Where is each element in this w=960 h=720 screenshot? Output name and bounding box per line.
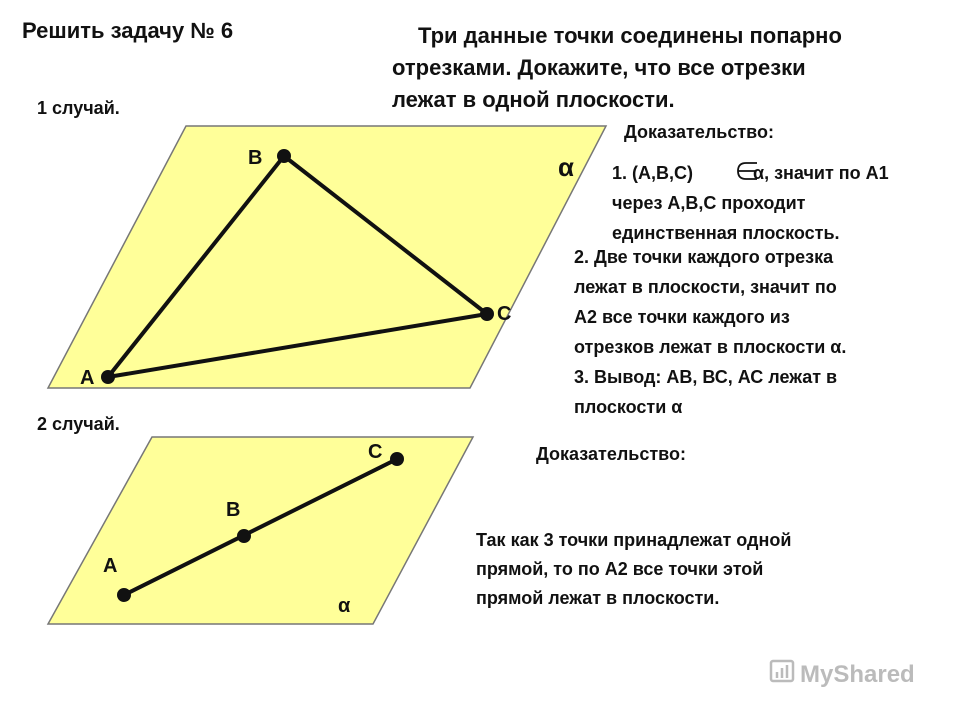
step1-line-3: единственная плоскость. — [612, 223, 840, 243]
step2-line-2: лежат в плоскости, значит по — [574, 277, 837, 297]
watermark-logo-icon — [771, 661, 793, 681]
problem-line-3: лежат в одной плоскости. — [392, 87, 675, 112]
problem-line-2: отрезками. Докажите, что все отрезки — [392, 55, 806, 80]
label-c-case1: C — [497, 303, 512, 325]
plane-alpha-case2 — [48, 437, 473, 624]
step1-line1-before: 1. (А,В,С) — [612, 163, 693, 183]
point-a-case1 — [101, 370, 115, 384]
case2-proof-line-3: прямой лежат в плоскости. — [476, 588, 720, 608]
label-c-case2: C — [368, 441, 383, 463]
step3-line-1: 3. Вывод: АВ, ВС, АС лежат в — [574, 367, 838, 387]
case2-title: 2 случай. — [37, 414, 120, 434]
point-b-case2 — [237, 529, 251, 543]
case1-step1 — [612, 158, 889, 248]
point-c-case1 — [480, 307, 494, 321]
step1-line-2: через А,В,С проходит — [612, 193, 806, 213]
label-b-case1: B — [248, 147, 263, 169]
problem-line-1: Три данные точки соединены попарно — [418, 23, 842, 48]
step3-line-2: плоскости α — [574, 397, 683, 417]
step2-line-3: А2 все точки каждого из — [574, 307, 790, 327]
label-a-case2: A — [103, 555, 118, 577]
case2-proof-title: Доказательство: — [536, 444, 686, 464]
task-title: Решить задачу № 6 — [22, 18, 234, 43]
watermark-text: MyShared — [800, 661, 915, 688]
plane-label-alpha-case2: α — [338, 595, 351, 617]
point-c-case2 — [390, 452, 404, 466]
case2-proof — [476, 526, 791, 613]
case1-proof-title: Доказательство: — [624, 122, 774, 142]
step2-line-1: 2. Две точки каждого отрезка — [574, 247, 834, 267]
case2-proof-line-1: Так как 3 точки принадлежат одной — [476, 530, 792, 550]
step2-line-4: отрезков лежат в плоскости α. — [574, 337, 847, 357]
plane-label-alpha-case1: α — [558, 152, 574, 182]
label-a-case1: A — [80, 367, 95, 389]
point-b-case1 — [277, 149, 291, 163]
label-b-case2: B — [226, 499, 241, 521]
step1-line1-after: α, значит по А1 — [753, 163, 889, 183]
point-a-case2 — [117, 588, 131, 602]
case2-proof-line-2: прямой, то по А2 все точки этой — [476, 559, 764, 579]
problem-statement — [392, 20, 842, 116]
case1-title: 1 случай. — [37, 98, 120, 118]
step1-line-1 — [612, 158, 889, 188]
case1-step3 — [574, 362, 837, 422]
case1-step2 — [574, 242, 846, 362]
